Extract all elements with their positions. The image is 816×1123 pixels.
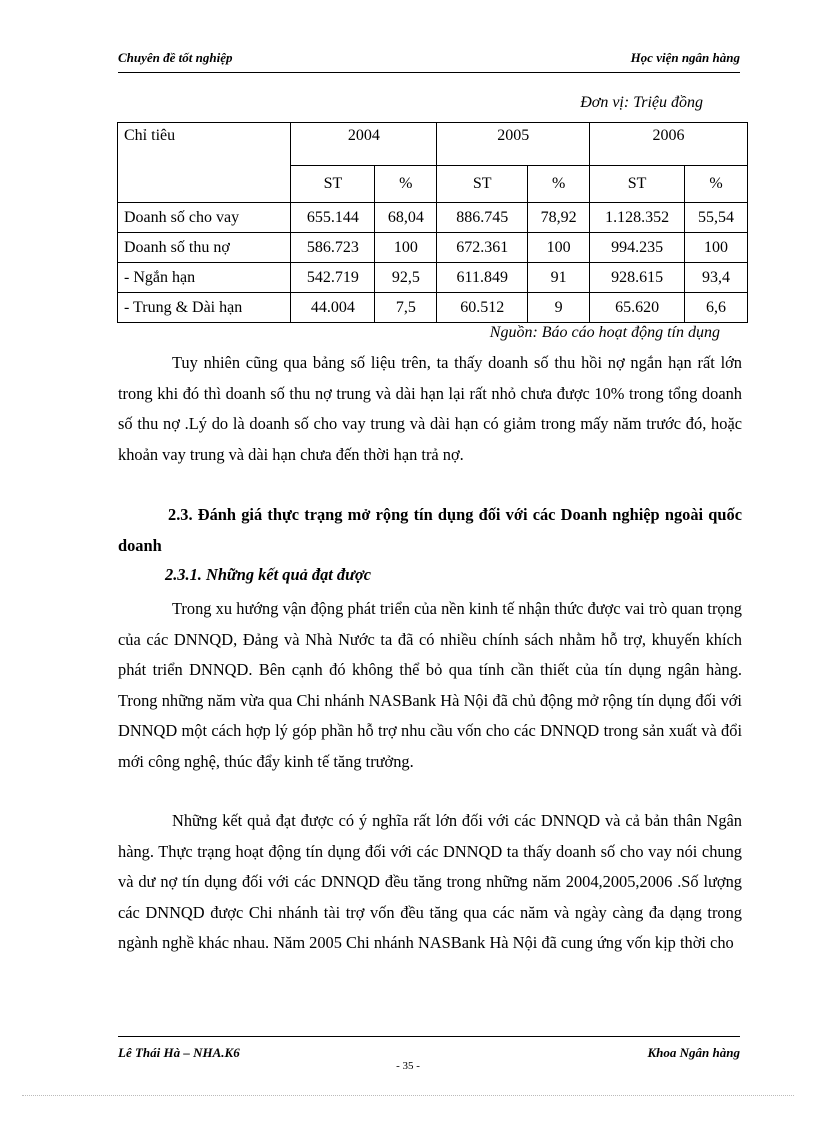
- row-label: - Trung & Dài hạn: [118, 293, 291, 323]
- year-header: 2004: [291, 123, 437, 166]
- section-heading: [118, 499, 742, 561]
- cell: 92,5: [375, 263, 437, 293]
- sub-header: %: [528, 166, 590, 203]
- page-number: - 35 -: [396, 1060, 420, 1072]
- cell: 586.723: [291, 233, 375, 263]
- cell: 55,54: [685, 203, 748, 233]
- table-row: [118, 233, 748, 263]
- cell: 886.745: [437, 203, 528, 233]
- cell: 655.144: [291, 203, 375, 233]
- cell: 78,92: [528, 203, 590, 233]
- row-label: - Ngắn hạn: [118, 263, 291, 293]
- paragraph-3: [118, 806, 742, 959]
- paragraph-1: [118, 348, 742, 470]
- year-header: 2006: [590, 123, 748, 166]
- cell: 100: [375, 233, 437, 263]
- sub-header: ST: [437, 166, 528, 203]
- cell: 68,04: [375, 203, 437, 233]
- credit-table: [117, 122, 748, 323]
- table-row: [118, 263, 748, 293]
- page-header: [118, 50, 740, 73]
- year-header: 2005: [437, 123, 590, 166]
- table-header-row: [118, 123, 748, 166]
- cell: 65.620: [590, 293, 685, 323]
- page-edge-divider: [22, 1095, 794, 1096]
- cell: 100: [528, 233, 590, 263]
- footer-right: Khoa Ngân hàng: [647, 1045, 740, 1060]
- paragraph-2: [118, 594, 742, 777]
- header-right: Học viện ngân hàng: [630, 50, 740, 65]
- cell: 7,5: [375, 293, 437, 323]
- cell: 91: [528, 263, 590, 293]
- row-label: Doanh số cho vay: [118, 203, 291, 233]
- cell: 1.128.352: [590, 203, 685, 233]
- table-source: Nguồn: Báo cáo hoạt động tín dụng: [489, 324, 720, 341]
- paragraph-text: Tuy nhiên cũng qua bảng số liệu trên, ta thấy doanh số thu hồi nợ ngắn hạn rất lớn trong khi đó thì doanh số thu nợ trung và dài hạn lại rất nhỏ chưa được 10% trong tổng doanh số thu nợ .Lý do là doanh số cho vay trung và dài hạn có giảm trong mấy năm trước đó, hoặc khoản vay trung và dài hạn chưa đến thời hạn trả nợ.: [118, 353, 742, 464]
- sub-header: ST: [291, 166, 375, 203]
- cell: 928.615: [590, 263, 685, 293]
- paragraph-text: Trong xu hướng vận động phát triển của nền kinh tế nhận thức được vai trò quan trọng của các DNNQD, Đảng và Nhà Nước ta đã có nhiều chính sách nhằm hỗ trợ, khuyến khích phát triển DNNQD. Bên cạnh đó không thể bỏ qua tính cần thiết của tín dụng ngân hàng. Trong những năm vừa qua Chi nhánh NASBank Hà Nội đã chủ động mở rộng tín dụng đối với DNNQD một cách hợp lý góp phần hỗ trợ nhu cầu vốn cho các DNNQD trong sản xuất và đổi mới công nghệ, thúc đẩy kinh tế tăng trưởng.: [118, 599, 742, 771]
- sub-header: %: [685, 166, 748, 203]
- cell: 60.512: [437, 293, 528, 323]
- cell: 9: [528, 293, 590, 323]
- table-row: [118, 203, 748, 233]
- footer-left: Lê Thái Hà – NHA.K6: [118, 1045, 240, 1060]
- subsection-heading: 2.3.1. Những kết quả đạt được: [165, 565, 372, 584]
- cell: 994.235: [590, 233, 685, 263]
- cell: 672.361: [437, 233, 528, 263]
- unit-note: Đơn vị: Triệu đồng: [580, 94, 703, 111]
- header-left: Chuyên đề tốt nghiệp: [118, 50, 233, 65]
- cell: 542.719: [291, 263, 375, 293]
- page-footer: [118, 1036, 740, 1060]
- sub-header: %: [375, 166, 437, 203]
- table-corner: Chỉ tiêu: [118, 123, 291, 203]
- paragraph-text: Những kết quả đạt được có ý nghĩa rất lớn đối với các DNNQD và cả bản thân Ngân hàng. Thực trạng hoạt động tín dụng đối với các DNNQD ta thấy doanh số cho vay nói chung và dư nợ tín dụng đối với các DNNQD đều tăng trong những năm 2004,2005,2006 .Số lượng các DNNQD được Chi nhánh tài trợ vốn đều tăng qua các năm và ngày càng đa dạng trong ngành nghề khác nhau. Năm 2005 Chi nhánh NASBank Hà Nội đã cung ứng vốn kịp thời cho: [118, 811, 742, 952]
- table-row: [118, 293, 748, 323]
- cell: 611.849: [437, 263, 528, 293]
- cell: 93,4: [685, 263, 748, 293]
- row-label: Doanh số thu nợ: [118, 233, 291, 263]
- cell: 44.004: [291, 293, 375, 323]
- sub-header: ST: [590, 166, 685, 203]
- cell: 6,6: [685, 293, 748, 323]
- cell: 100: [685, 233, 748, 263]
- section-title: 2.3. Đánh giá thực trạng mở rộng tín dụng đối với các Doanh nghiệp ngoài quốc doanh: [118, 505, 742, 555]
